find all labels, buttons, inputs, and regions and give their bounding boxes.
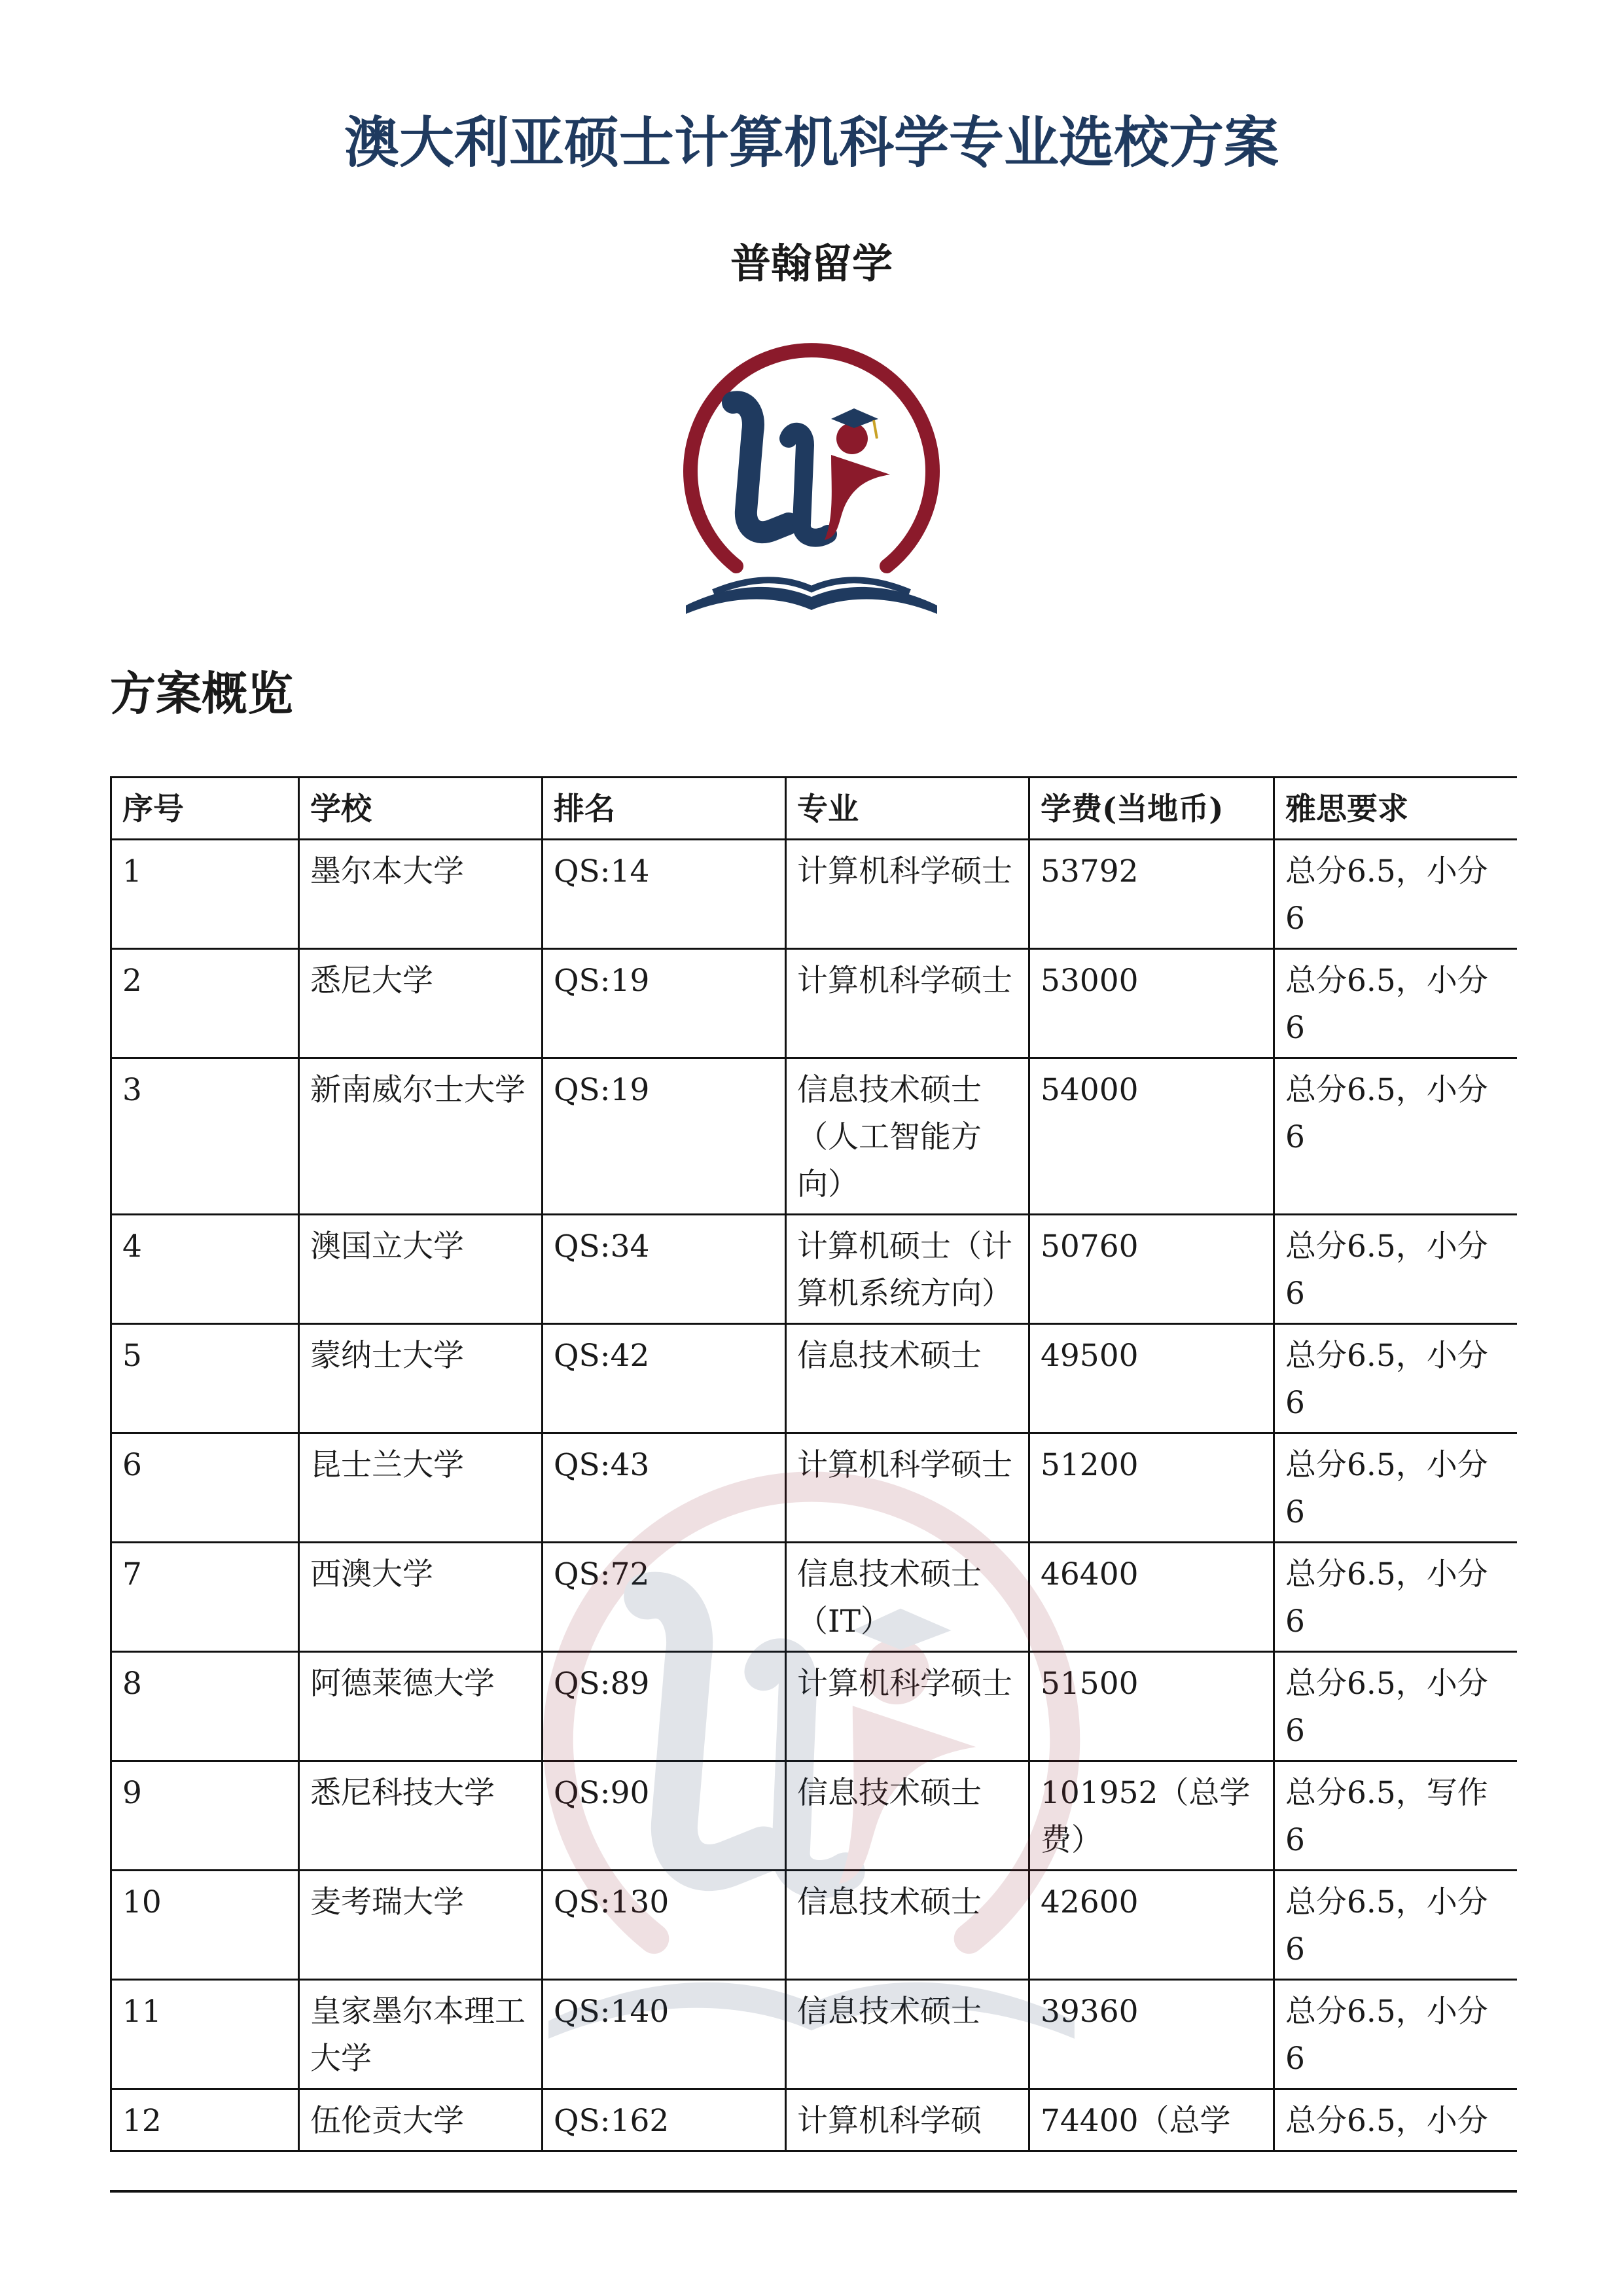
cell-ranking: QS:19: [543, 949, 786, 1058]
cell-school: 阿德莱德大学: [299, 1652, 543, 1761]
cell-ranking: QS:43: [543, 1433, 786, 1543]
cell-major: 计算机科学硕: [786, 2089, 1029, 2151]
cell-tuition: 50760: [1029, 1215, 1274, 1324]
cell-school: 墨尔本大学: [299, 840, 543, 949]
cell-school: 伍伦贡大学: [299, 2089, 543, 2151]
table-header-row: [111, 778, 1518, 840]
cell-index: 10: [111, 1871, 299, 1980]
table-row: [111, 1433, 1518, 1543]
cell-ranking: QS:90: [543, 1761, 786, 1871]
cell-school: 皇家墨尔本理工大学: [299, 1980, 543, 2089]
table-row: [111, 2089, 1518, 2151]
table-row: [111, 949, 1518, 1058]
cell-school: 新南威尔士大学: [299, 1058, 543, 1215]
cell-tuition: 53000: [1029, 949, 1274, 1058]
cell-major: 计算机科学硕士: [786, 1652, 1029, 1761]
table-row: [111, 1215, 1518, 1324]
cell-tuition: 51500: [1029, 1652, 1274, 1761]
cell-major: 计算机科学硕士: [786, 1433, 1029, 1543]
cell-ranking: QS:34: [543, 1215, 786, 1324]
schools-table-container: [110, 776, 1517, 2193]
section-heading: 方案概览: [110, 666, 293, 721]
schools-table: [110, 776, 1517, 2152]
table-row: [111, 1324, 1518, 1433]
table-row: [111, 1652, 1518, 1761]
table-row: [111, 1980, 1518, 2089]
graduate-on-open-book-logo-icon: [674, 340, 949, 622]
cell-ranking: QS:130: [543, 1871, 786, 1980]
cell-ranking: QS:89: [543, 1652, 786, 1761]
cell-index: 12: [111, 2089, 299, 2151]
cell-ranking: QS:162: [543, 2089, 786, 2151]
cell-index: 2: [111, 949, 299, 1058]
cell-tuition: 101952（总学费）: [1029, 1761, 1274, 1871]
cell-school: 悉尼大学: [299, 949, 543, 1058]
cell-school: 麦考瑞大学: [299, 1871, 543, 1980]
cell-tuition: 39360: [1029, 1980, 1274, 2089]
cell-tuition: 53792: [1029, 840, 1274, 949]
header-tuition: 学费(当地币): [1029, 778, 1274, 840]
cell-tuition: 54000: [1029, 1058, 1274, 1215]
cell-ranking: QS:72: [543, 1543, 786, 1652]
cell-school: 悉尼科技大学: [299, 1761, 543, 1871]
cell-tuition: 49500: [1029, 1324, 1274, 1433]
table-row: [111, 1871, 1518, 1980]
header-ranking: 排名: [543, 778, 786, 840]
cell-major: 信息技术硕士（IT）: [786, 1543, 1029, 1652]
cell-ielts: 总分6.5，小分6: [1274, 1433, 1518, 1543]
cell-major: 计算机科学硕士: [786, 949, 1029, 1058]
page-title: 澳大利亚硕士计算机科学专业选校方案: [344, 110, 1279, 175]
cell-major: 信息技术硕士: [786, 1980, 1029, 2089]
page-subtitle: 普翰留学: [730, 240, 893, 287]
cell-ielts: 总分6.5，写作6: [1274, 1761, 1518, 1871]
cell-index: 3: [111, 1058, 299, 1215]
cell-index: 5: [111, 1324, 299, 1433]
cell-ranking: QS:140: [543, 1980, 786, 2089]
cell-tuition: 51200: [1029, 1433, 1274, 1543]
cell-major: 信息技术硕士: [786, 1761, 1029, 1871]
table-row: [111, 1543, 1518, 1652]
cell-index: 7: [111, 1543, 299, 1652]
table-row: [111, 840, 1518, 949]
cell-major: 信息技术硕士: [786, 1871, 1029, 1980]
cell-tuition: 42600: [1029, 1871, 1274, 1980]
cell-index: 8: [111, 1652, 299, 1761]
cell-ielts: 总分6.5，小分6: [1274, 1215, 1518, 1324]
cell-school: 澳国立大学: [299, 1215, 543, 1324]
cell-ielts: 总分6.5，小分6: [1274, 840, 1518, 949]
cell-major: 计算机硕士（计算机系统方向）: [786, 1215, 1029, 1324]
cell-ielts: 总分6.5，小分6: [1274, 1058, 1518, 1215]
cell-ranking: QS:42: [543, 1324, 786, 1433]
cell-tuition: 46400: [1029, 1543, 1274, 1652]
cell-school: 西澳大学: [299, 1543, 543, 1652]
header-ielts: 雅思要求: [1274, 778, 1518, 840]
cell-ielts: 总分6.5，小分6: [1274, 1652, 1518, 1761]
cell-ielts: 总分6.5，小分6: [1274, 1871, 1518, 1980]
cell-index: 4: [111, 1215, 299, 1324]
cell-school: 昆士兰大学: [299, 1433, 543, 1543]
cell-school: 蒙纳士大学: [299, 1324, 543, 1433]
table-row: [111, 1058, 1518, 1215]
cell-index: 1: [111, 840, 299, 949]
header-index: 序号: [111, 778, 299, 840]
cell-ranking: QS:19: [543, 1058, 786, 1215]
cell-index: 11: [111, 1980, 299, 2089]
cell-major: 信息技术硕士: [786, 1324, 1029, 1433]
cell-ielts: 总分6.5，小分6: [1274, 1543, 1518, 1652]
header-major: 专业: [786, 778, 1029, 840]
cell-major: 信息技术硕士（人工智能方向）: [786, 1058, 1029, 1215]
cell-tuition: 74400（总学: [1029, 2089, 1274, 2151]
cell-ielts: 总分6.5，小分6: [1274, 1980, 1518, 2089]
cell-ranking: QS:14: [543, 840, 786, 949]
cell-ielts: 总分6.5，小分6: [1274, 949, 1518, 1058]
cell-ielts: 总分6.5，小分6: [1274, 1324, 1518, 1433]
cell-index: 9: [111, 1761, 299, 1871]
cell-ielts: 总分6.5，小分: [1274, 2089, 1518, 2151]
cell-major: 计算机科学硕士: [786, 840, 1029, 949]
cell-index: 6: [111, 1433, 299, 1543]
header-school: 学校: [299, 778, 543, 840]
table-row: [111, 1761, 1518, 1871]
